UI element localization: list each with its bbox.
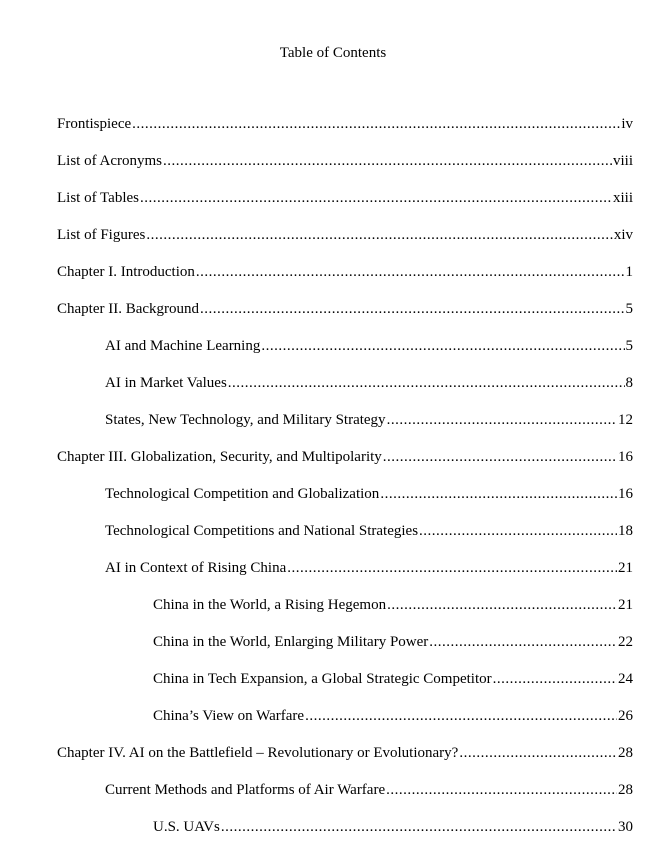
toc-entry-label: U.S. UAVs — [153, 817, 220, 837]
dot-leader — [132, 114, 620, 134]
dot-leader — [221, 817, 617, 837]
toc-entry-air-warfare-methods[interactable] — [0, 780, 666, 817]
toc-entry-label: List of Acronyms — [57, 151, 162, 171]
toc-entry-page: xiv — [614, 225, 666, 245]
toc-entry-label: China’s View on Warfare — [153, 706, 304, 726]
toc-entry-ai-rising-china[interactable] — [0, 558, 666, 595]
toc-entry-label: Chapter IV. AI on the Battlefield – Revolutionary or Evolutionary? — [57, 743, 458, 763]
toc-entry-list-of-tables[interactable] — [0, 188, 666, 225]
toc-entry-label: China in the World, Enlarging Military Power — [153, 632, 428, 652]
table-of-contents — [0, 114, 666, 854]
toc-entry-tech-competition-globalization[interactable] — [0, 484, 666, 521]
toc-entry-page: 1 — [626, 262, 666, 282]
dot-leader — [200, 299, 624, 319]
toc-entry-list-of-acronyms[interactable] — [0, 151, 666, 188]
dot-leader — [196, 262, 625, 282]
toc-entry-label: Chapter I. Introduction — [57, 262, 195, 282]
toc-entry-ai-and-machine-learning[interactable] — [0, 336, 666, 373]
dot-leader — [493, 669, 617, 689]
toc-entry-chapter-2[interactable] — [0, 299, 666, 336]
toc-entry-page: viii — [613, 151, 666, 171]
dot-leader — [146, 225, 612, 245]
dot-leader — [228, 373, 625, 393]
toc-entry-page: 22 — [618, 632, 666, 652]
toc-entry-page: 30 — [618, 817, 666, 837]
dot-leader — [163, 151, 612, 171]
toc-entry-label: Current Methods and Platforms of Air Warfare — [105, 780, 385, 800]
dot-leader — [387, 595, 617, 615]
toc-entry-china-view-on-warfare[interactable] — [0, 706, 666, 743]
toc-entry-china-military-power[interactable] — [0, 632, 666, 669]
toc-entry-page: 28 — [618, 743, 666, 763]
toc-entry-chapter-3[interactable] — [0, 447, 666, 484]
toc-entry-us-uavs[interactable] — [0, 817, 666, 854]
toc-entry-states-new-technology[interactable] — [0, 410, 666, 447]
toc-entry-label: Chapter II. Background — [57, 299, 199, 319]
toc-entry-page: 26 — [618, 706, 666, 726]
dot-leader — [387, 410, 617, 430]
toc-entry-page: 21 — [618, 558, 666, 578]
toc-entry-china-tech-expansion[interactable] — [0, 669, 666, 706]
toc-entry-label: China in Tech Expansion, a Global Strategic Competitor — [153, 669, 492, 689]
dot-leader — [429, 632, 617, 652]
toc-entry-label: Technological Competitions and National Strategies — [105, 521, 418, 541]
toc-entry-label: AI and Machine Learning — [105, 336, 260, 356]
toc-entry-page: 8 — [626, 373, 666, 393]
toc-entry-label: Chapter III. Globalization, Security, and Multipolarity — [57, 447, 382, 467]
toc-entry-chapter-1[interactable] — [0, 262, 666, 299]
toc-entry-label: States, New Technology, and Military Strategy — [105, 410, 386, 430]
toc-entry-label: AI in Context of Rising China — [105, 558, 286, 578]
toc-entry-label: AI in Market Values — [105, 373, 227, 393]
toc-entry-list-of-figures[interactable] — [0, 225, 666, 262]
dot-leader — [380, 484, 617, 504]
toc-entry-page: 18 — [618, 521, 666, 541]
toc-entry-label: List of Figures — [57, 225, 145, 245]
dot-leader — [419, 521, 617, 541]
toc-entry-page: 21 — [618, 595, 666, 615]
toc-entry-page: 12 — [618, 410, 666, 430]
dot-leader — [383, 447, 617, 467]
dot-leader — [287, 558, 617, 578]
toc-entry-page: 28 — [618, 780, 666, 800]
toc-entry-page: 5 — [626, 299, 666, 319]
toc-entry-frontispiece[interactable] — [0, 114, 666, 151]
toc-entry-page: 5 — [626, 336, 666, 356]
toc-entry-label: Frontispiece — [57, 114, 131, 134]
toc-entry-page: iv — [621, 114, 666, 134]
toc-entry-label: List of Tables — [57, 188, 139, 208]
toc-entry-page: 16 — [618, 484, 666, 504]
toc-entry-label: China in the World, a Rising Hegemon — [153, 595, 386, 615]
dot-leader — [140, 188, 612, 208]
dot-leader — [261, 336, 624, 356]
toc-entry-page: 24 — [618, 669, 666, 689]
toc-entry-ai-in-market-values[interactable] — [0, 373, 666, 410]
toc-entry-chapter-4[interactable] — [0, 743, 666, 780]
dot-leader — [459, 743, 617, 763]
toc-entry-tech-competitions-national-strategies[interactable] — [0, 521, 666, 558]
toc-entry-label: Technological Competition and Globalization — [105, 484, 379, 504]
page-title: Table of Contents — [0, 43, 666, 63]
toc-entry-page: xiii — [613, 188, 666, 208]
toc-entry-page: 16 — [618, 447, 666, 467]
dot-leader — [386, 780, 617, 800]
dot-leader — [305, 706, 617, 726]
toc-entry-china-rising-hegemon[interactable] — [0, 595, 666, 632]
